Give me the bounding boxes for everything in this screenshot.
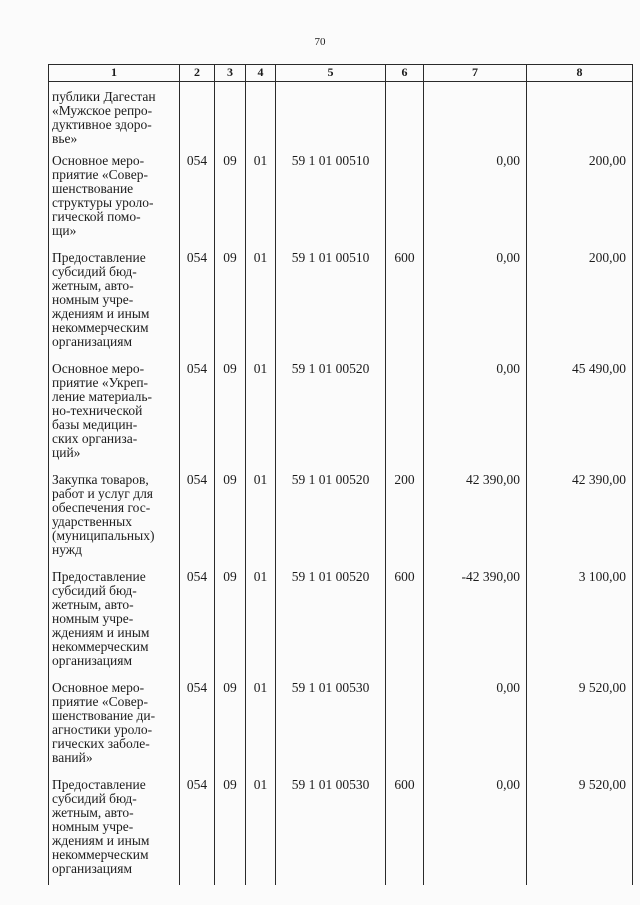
row-name: Предоставление субсидий бюд- жетным, авто- номным учре- ждениям и иным некоммерческим организациям bbox=[49, 774, 180, 885]
row-target-code: 59 1 01 00510 bbox=[276, 247, 386, 358]
row-section-code: 09 bbox=[215, 247, 246, 358]
row-section-code: 09 bbox=[215, 150, 246, 247]
row-change-amount: 0,00 bbox=[424, 677, 527, 774]
row-expense-type: 200 bbox=[386, 469, 424, 566]
row-change-amount: 0,00 bbox=[424, 774, 527, 885]
row-change-amount: -42 390,00 bbox=[424, 566, 527, 677]
row-subsection-code: 01 bbox=[246, 358, 276, 469]
row-expense-type bbox=[386, 677, 424, 774]
row-name: Основное меро- приятие «Совер- шенствование структуры уроло- гической помо- щи» bbox=[49, 150, 180, 247]
table-row bbox=[49, 566, 633, 677]
row-section-code: 09 bbox=[215, 774, 246, 885]
row-subsection-code: 01 bbox=[246, 150, 276, 247]
row-subsection-code: 01 bbox=[246, 677, 276, 774]
row-subsection-code: 01 bbox=[246, 774, 276, 885]
row-total-amount: 45 490,00 bbox=[527, 358, 633, 469]
row-target-code: 59 1 01 00530 bbox=[276, 774, 386, 885]
table-row bbox=[49, 247, 633, 358]
row-name: Предоставление субсидий бюд- жетным, авто- номным учре- ждениям и иным некоммерческим организациям bbox=[49, 247, 180, 358]
row-total-amount: 42 390,00 bbox=[527, 469, 633, 566]
header-col-7: 7 bbox=[424, 65, 527, 82]
row-change-amount: 0,00 bbox=[424, 247, 527, 358]
row-target-code: 59 1 01 00520 bbox=[276, 358, 386, 469]
header-col-8: 8 bbox=[527, 65, 633, 82]
row-name: публики Дагестан «Мужское репро- дуктивное здоро- вье» bbox=[49, 82, 180, 151]
header-col-2: 2 bbox=[180, 65, 215, 82]
row-change-amount: 0,00 bbox=[424, 150, 527, 247]
row-expense-type: 600 bbox=[386, 774, 424, 885]
budget-table bbox=[48, 64, 633, 885]
table-row bbox=[49, 677, 633, 774]
row-expense-type bbox=[386, 358, 424, 469]
row-subsection-code: 01 bbox=[246, 247, 276, 358]
row-target-code: 59 1 01 00520 bbox=[276, 469, 386, 566]
row-name: Основное меро- приятие «Совер- шенствование ди- агностики уроло- гических заболе- ваний» bbox=[49, 677, 180, 774]
row-ministry-code: 054 bbox=[180, 247, 215, 358]
header-col-5: 5 bbox=[276, 65, 386, 82]
table-row bbox=[49, 150, 633, 247]
row-subsection-code: 01 bbox=[246, 469, 276, 566]
row-section-code: 09 bbox=[215, 677, 246, 774]
header-row bbox=[49, 65, 633, 82]
row-section-code: 09 bbox=[215, 566, 246, 677]
row-target-code: 59 1 01 00520 bbox=[276, 566, 386, 677]
row-target-code: 59 1 01 00510 bbox=[276, 150, 386, 247]
table-row bbox=[49, 358, 633, 469]
header-col-6: 6 bbox=[386, 65, 424, 82]
row-expense-type: 600 bbox=[386, 566, 424, 677]
page-number: 70 bbox=[314, 36, 326, 48]
row-expense-type: 600 bbox=[386, 247, 424, 358]
table-row-continuation bbox=[49, 82, 633, 151]
row-total-amount: 200,00 bbox=[527, 247, 633, 358]
row-total-amount: 200,00 bbox=[527, 150, 633, 247]
row-total-amount: 9 520,00 bbox=[527, 677, 633, 774]
header-col-3: 3 bbox=[215, 65, 246, 82]
row-ministry-code: 054 bbox=[180, 677, 215, 774]
row-name: Закупка товаров, работ и услуг для обеспечения гос- ударственных (муниципальных) нужд bbox=[49, 469, 180, 566]
table-row bbox=[49, 469, 633, 566]
row-total-amount: 3 100,00 bbox=[527, 566, 633, 677]
row-name: Предоставление субсидий бюд- жетным, авто- номным учре- ждениям и иным некоммерческим организациям bbox=[49, 566, 180, 677]
row-section-code: 09 bbox=[215, 469, 246, 566]
row-ministry-code: 054 bbox=[180, 150, 215, 247]
row-ministry-code: 054 bbox=[180, 566, 215, 677]
table-row bbox=[49, 774, 633, 885]
row-ministry-code: 054 bbox=[180, 774, 215, 885]
row-subsection-code: 01 bbox=[246, 566, 276, 677]
header-col-4: 4 bbox=[246, 65, 276, 82]
header-col-1: 1 bbox=[49, 65, 180, 82]
row-name: Основное меро- приятие «Укреп- ление материаль- но-технической базы медицин- ских организа- ций» bbox=[49, 358, 180, 469]
row-expense-type bbox=[386, 150, 424, 247]
row-ministry-code: 054 bbox=[180, 358, 215, 469]
row-target-code: 59 1 01 00530 bbox=[276, 677, 386, 774]
row-ministry-code: 054 bbox=[180, 469, 215, 566]
row-change-amount: 0,00 bbox=[424, 358, 527, 469]
row-section-code: 09 bbox=[215, 358, 246, 469]
row-change-amount: 42 390,00 bbox=[424, 469, 527, 566]
row-total-amount: 9 520,00 bbox=[527, 774, 633, 885]
